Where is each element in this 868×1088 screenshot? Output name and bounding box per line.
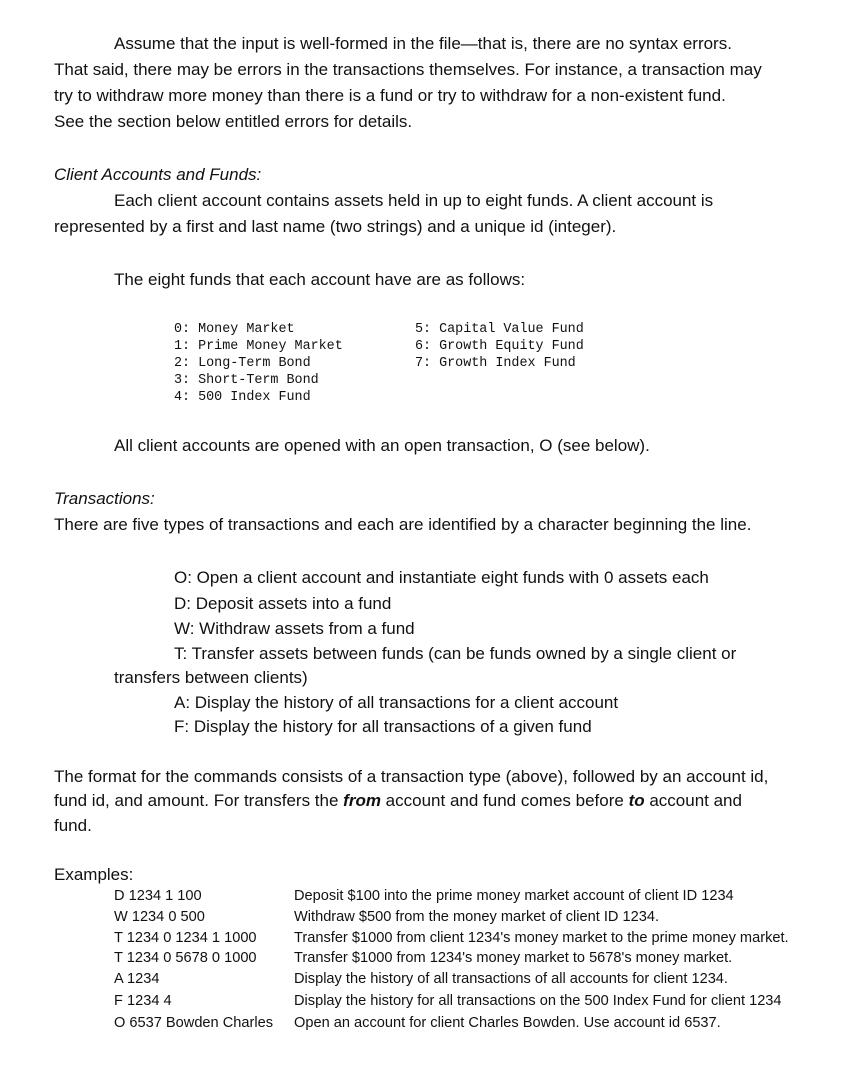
example-description: Display the history for all transactions on the 500 Index Fund for client 1234: [294, 993, 782, 1009]
intro-line: Assume that the input is well-formed in the file—that is, there are no syntax errors.: [114, 34, 732, 53]
transaction-type: A: Display the history of all transactions for a client account: [174, 693, 619, 712]
fund-item: 0: Money Market: [174, 322, 295, 337]
fund-item: 7: Growth Index Fund: [415, 356, 576, 371]
fund-item: 2: Long-Term Bond: [174, 356, 311, 371]
from-emphasis: from: [343, 791, 381, 810]
fund-item: 6: Growth Equity Fund: [415, 339, 584, 354]
intro-line: try to withdraw more money than there is a fund or try to withdraw for a non-existent fund.: [54, 86, 726, 105]
format-text: account and: [644, 791, 742, 810]
intro-line: See the section below entitled errors for details.: [54, 112, 413, 131]
funds-intro: The eight funds that each account have are as follows:: [114, 270, 526, 289]
format-text: account and fund comes before: [380, 791, 629, 810]
examples-heading: Examples:: [54, 865, 134, 884]
accounts-para-line: Each client account contains assets held in up to eight funds. A client account is: [114, 191, 714, 210]
example-command: D 1234 1 100: [114, 888, 202, 904]
example-command: T 1234 0 5678 0 1000: [114, 950, 257, 966]
transaction-type: T: Transfer assets between funds (can be funds owned by a single client or: [174, 644, 737, 663]
to-emphasis: to: [628, 791, 645, 810]
example-command: A 1234: [114, 971, 160, 987]
transaction-type: transfers between clients): [114, 668, 308, 687]
transaction-type: F: Display the history for all transactions of a given fund: [174, 717, 592, 736]
example-command: O 6537 Bowden Charles: [114, 1015, 274, 1031]
intro-line: That said, there may be errors in the transactions themselves. For instance, a transaction may: [54, 60, 762, 79]
transaction-type: O: Open a client account and instantiate eight funds with 0 assets each: [174, 568, 709, 587]
example-command: F 1234 4: [114, 993, 172, 1009]
transactions-intro: There are five types of transactions and each are identified by a character beginning the line.: [54, 515, 752, 534]
transaction-type: D: Deposit assets into a fund: [174, 594, 392, 613]
example-command: T 1234 0 1234 1 1000: [114, 930, 257, 946]
accounts-para-line: represented by a first and last name (two strings) and a unique id (integer).: [54, 217, 617, 236]
format-text: fund id, and amount. For transfers the: [54, 791, 344, 810]
format-line: The format for the commands consists of a transaction type (above), followed by an account id,: [54, 767, 769, 786]
fund-item: 3: Short-Term Bond: [174, 373, 319, 388]
transactions-heading: Transactions:: [54, 489, 155, 508]
transaction-type: W: Withdraw assets from a fund: [174, 619, 415, 638]
example-description: Withdraw $500 from the money market of client ID 1234.: [294, 909, 660, 925]
example-description: Display the history of all transactions of all accounts for client 1234.: [294, 971, 728, 987]
example-description: Transfer $1000 from 1234's money market to 5678's money market.: [294, 950, 733, 966]
format-line: fund.: [54, 816, 92, 835]
example-description: Open an account for client Charles Bowden. Use account id 6537.: [294, 1015, 721, 1031]
open-note: All client accounts are opened with an open transaction, O (see below).: [114, 436, 650, 455]
example-description: Transfer $1000 from client 1234's money market to the prime money market.: [294, 930, 789, 946]
format-line: [54, 790, 742, 812]
example-command: W 1234 0 500: [114, 909, 205, 925]
example-description: Deposit $100 into the prime money market account of client ID 1234: [294, 888, 734, 904]
fund-item: 4: 500 Index Fund: [174, 390, 311, 405]
fund-item: 1: Prime Money Market: [174, 339, 343, 354]
accounts-heading: Client Accounts and Funds:: [54, 165, 262, 184]
fund-item: 5: Capital Value Fund: [415, 322, 584, 337]
